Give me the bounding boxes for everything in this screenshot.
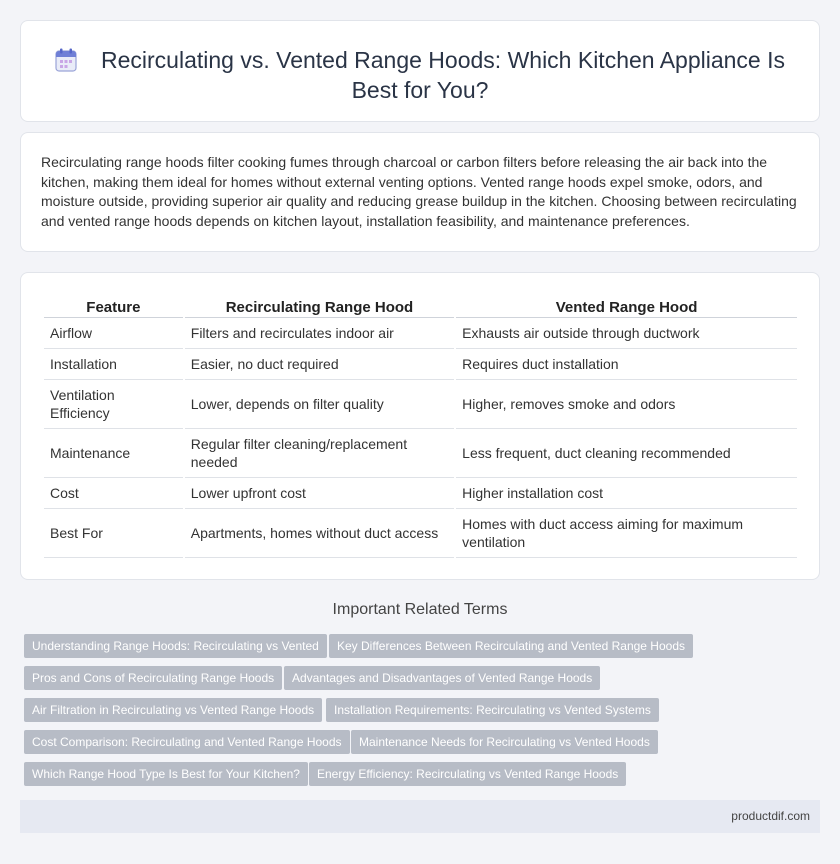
table-header-row xyxy=(44,295,797,318)
table-cell-feature: Ventilation Efficiency xyxy=(44,380,183,429)
table-cell-vented: Homes with duct access aiming for maximum ventilation xyxy=(456,509,797,558)
table-cell-recirculating: Regular filter cleaning/replacement needed xyxy=(185,429,454,478)
related-term-tag[interactable]: Pros and Cons of Recirculating Range Hoods xyxy=(24,666,282,690)
table-cell-vented: Higher, removes smoke and odors xyxy=(456,380,797,429)
comparison-card xyxy=(20,272,820,580)
related-term-tag[interactable]: Cost Comparison: Recirculating and Vented Range Hoods xyxy=(24,730,350,754)
header-feature: Feature xyxy=(44,295,183,318)
table-cell-vented: Less frequent, duct cleaning recommended xyxy=(456,429,797,478)
table-cell-feature: Cost xyxy=(44,478,183,509)
table-cell-feature: Airflow xyxy=(44,318,183,349)
related-term-tag[interactable]: Installation Requirements: Recirculating vs Vented Systems xyxy=(326,698,659,722)
footer-site-name: productdif.com xyxy=(731,809,810,823)
table-row xyxy=(44,509,797,558)
table-row xyxy=(44,478,797,509)
title-wrap xyxy=(21,45,819,105)
header-recirculating: Recirculating Range Hood xyxy=(185,295,454,318)
intro-card xyxy=(20,132,820,252)
related-term-tag[interactable]: Key Differences Between Recirculating and Vented Range Hoods xyxy=(329,634,693,658)
table-cell-recirculating: Easier, no duct required xyxy=(185,349,454,380)
page-title: Recirculating vs. Vented Range Hoods: Which Kitchen Appliance Is Best for You? xyxy=(101,47,785,103)
related-term-tag[interactable]: Understanding Range Hoods: Recirculating vs Vented xyxy=(24,634,327,658)
table-cell-vented: Requires duct installation xyxy=(456,349,797,380)
table-row xyxy=(44,349,797,380)
table-row xyxy=(44,380,797,429)
related-term-tag[interactable]: Advantages and Disadvantages of Vented Range Hoods xyxy=(284,666,600,690)
table-cell-recirculating: Apartments, homes without duct access xyxy=(185,509,454,558)
table-cell-recirculating: Filters and recirculates indoor air xyxy=(185,318,454,349)
table-cell-feature: Maintenance xyxy=(44,429,183,478)
related-terms-heading: Important Related Terms xyxy=(332,601,508,618)
calendar-icon xyxy=(55,48,77,72)
table-cell-feature: Best For xyxy=(44,509,183,558)
table-row xyxy=(44,318,797,349)
intro-paragraph: Recirculating range hoods filter cooking fumes through charcoal or carbon filters before releasing the air back into the kitchen, making them ideal for homes without external venting options. Vented range hoods expel smoke, odors, and moisture outside, providing superior air quality and reducing grease buildup in the kitchen. Choosing between recirculating and vented range hoods depends on kitchen layout, installation feasibility, and maintenance preferences. xyxy=(41,154,797,229)
table-cell-recirculating: Lower, depends on filter quality xyxy=(185,380,454,429)
table-row xyxy=(44,429,797,478)
related-term-tag[interactable]: Air Filtration in Recirculating vs Vented Range Hoods xyxy=(24,698,322,722)
table-cell-vented: Higher installation cost xyxy=(456,478,797,509)
footer-bar xyxy=(20,800,820,833)
related-term-tag[interactable]: Maintenance Needs for Recirculating vs Vented Hoods xyxy=(351,730,658,754)
comparison-table xyxy=(42,295,799,558)
related-term-tag[interactable]: Which Range Hood Type Is Best for Your Kitchen? xyxy=(24,762,308,786)
related-term-tag[interactable]: Energy Efficiency: Recirculating vs Vented Range Hoods xyxy=(309,762,626,786)
title-card xyxy=(20,20,820,122)
header-vented: Vented Range Hood xyxy=(456,295,797,318)
table-cell-feature: Installation xyxy=(44,349,183,380)
table-cell-vented: Exhausts air outside through ductwork xyxy=(456,318,797,349)
table-cell-recirculating: Lower upfront cost xyxy=(185,478,454,509)
